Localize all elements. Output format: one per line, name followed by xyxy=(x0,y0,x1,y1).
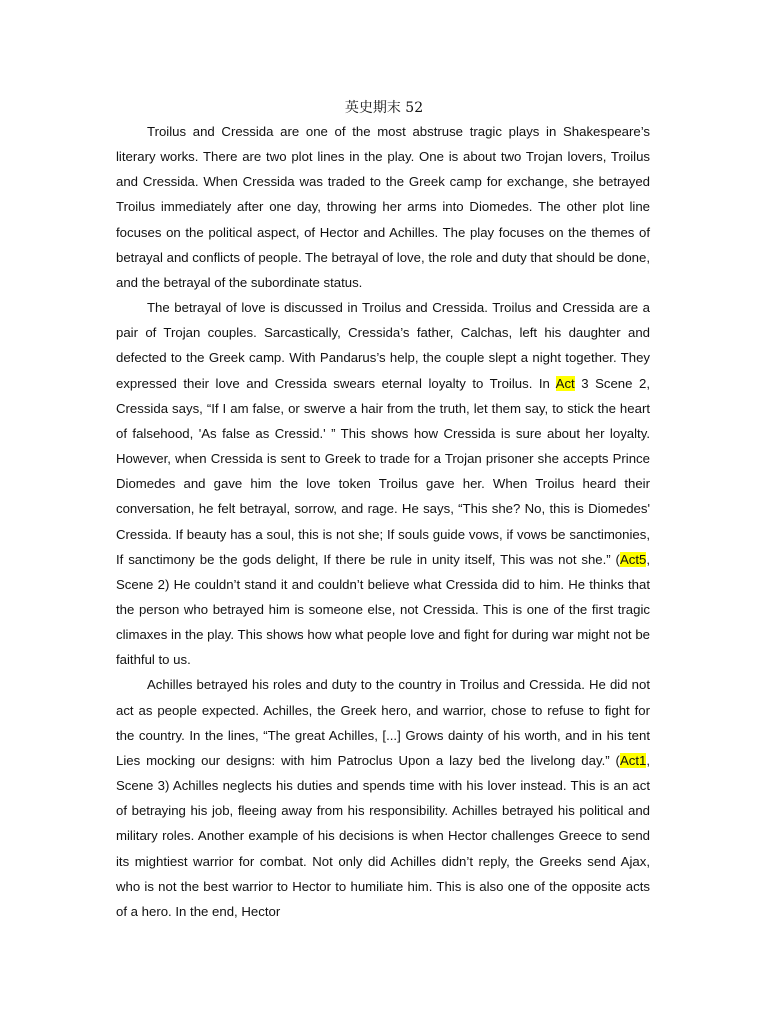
paragraph-1 xyxy=(116,119,650,295)
text-run: 3 Scene 2, Cressida says, “If I am false, or swerve a hair from the truth, let them say, to stick the heart of falsehood, 'As false as Cressid.' ” This shows how Cressida is sure about her loyalty. However, when Cressida is sent to Greek to trade for a Trojan prisoner she accepts Prince Diomedes and gave him the love token Troilus gave her. When Troilus heard their conversation, he felt betrayal, sorrow, and rage. He says, “This she? No, this is Diomedes' Cressida. If beauty has a soul, this is not she; If souls guide vows, if vows be sanctimonies, If sanctimony be the gods delight, If there be rule in unity itself, This was not she.” ( xyxy=(116,375,650,567)
highlighted-text: Act5 xyxy=(619,551,647,567)
text-run: The betrayal of love is discussed in Troilus and Cressida. Troilus and Cressida are a pair of Trojan couples. Sarcastically, Cressida’s father, Calchas, left his daughter and defected to the Greek camp. With Pandarus’s help, the couple slept a night together. They expressed their love and Cressida swears eternal loyalty to Troilus. In xyxy=(116,300,650,391)
text-run: Troilus and Cressida are one of the most abstruse tragic plays in Shakespeare’s literary works. There are two plot lines in the play. One is about two Trojan lovers, Troilus and Cressida. When Cressida was traded to the Greek camp for exchange, she betrayed Troilus immediately after one day, throwing her arms into Diomedes. The other plot line focuses on the political aspect, of Hector and Achilles. The play focuses on the themes of betrayal and conflicts of people. The betrayal of love, the role and duty that should be done, and the betrayal of the subordinate status. xyxy=(116,124,650,290)
text-run: Achilles betrayed his roles and duty to the country in Troilus and Cressida. He did not act as people expected. Achilles, the Greek hero, and warrior, chose to refuse to fight for the country. In the lines, “The great Achilles, [...] Grows dainty of his worth, and in his tent Lies mocking our designs: with him Patroclus Upon a lazy bed the livelong day.” ( xyxy=(116,677,650,768)
highlighted-text: Act xyxy=(555,375,575,391)
text-run: , Scene 2) He couldn’t stand it and couldn’t believe what Cressida did to him. He thinks that the person who betrayed him is someone else, not Cressida. This is one of the first tragic climaxes in the play. This shows how what people love and fight for during war might not be faithful to us. xyxy=(116,551,650,668)
paragraph-2 xyxy=(116,295,650,672)
paragraph-3 xyxy=(116,672,650,924)
highlighted-text: Act1 xyxy=(619,752,647,768)
document-body xyxy=(116,119,650,924)
text-run: , Scene 3) Achilles neglects his duties and spends time with his lover instead. This is an act of betraying his job, fleeing away from his responsibility. Achilles betrayed his political and military roles. Another example of his decisions is when Hector challenges Greece to send its mightiest warrior for combat. Not only did Achilles didn’t reply, the Greeks send Ajax, who is not the best warrior to Hector to humiliate him. This is also one of the opposite acts of a hero. In the end, Hector xyxy=(116,752,650,919)
document-title: 英史期末 52 xyxy=(344,100,424,116)
